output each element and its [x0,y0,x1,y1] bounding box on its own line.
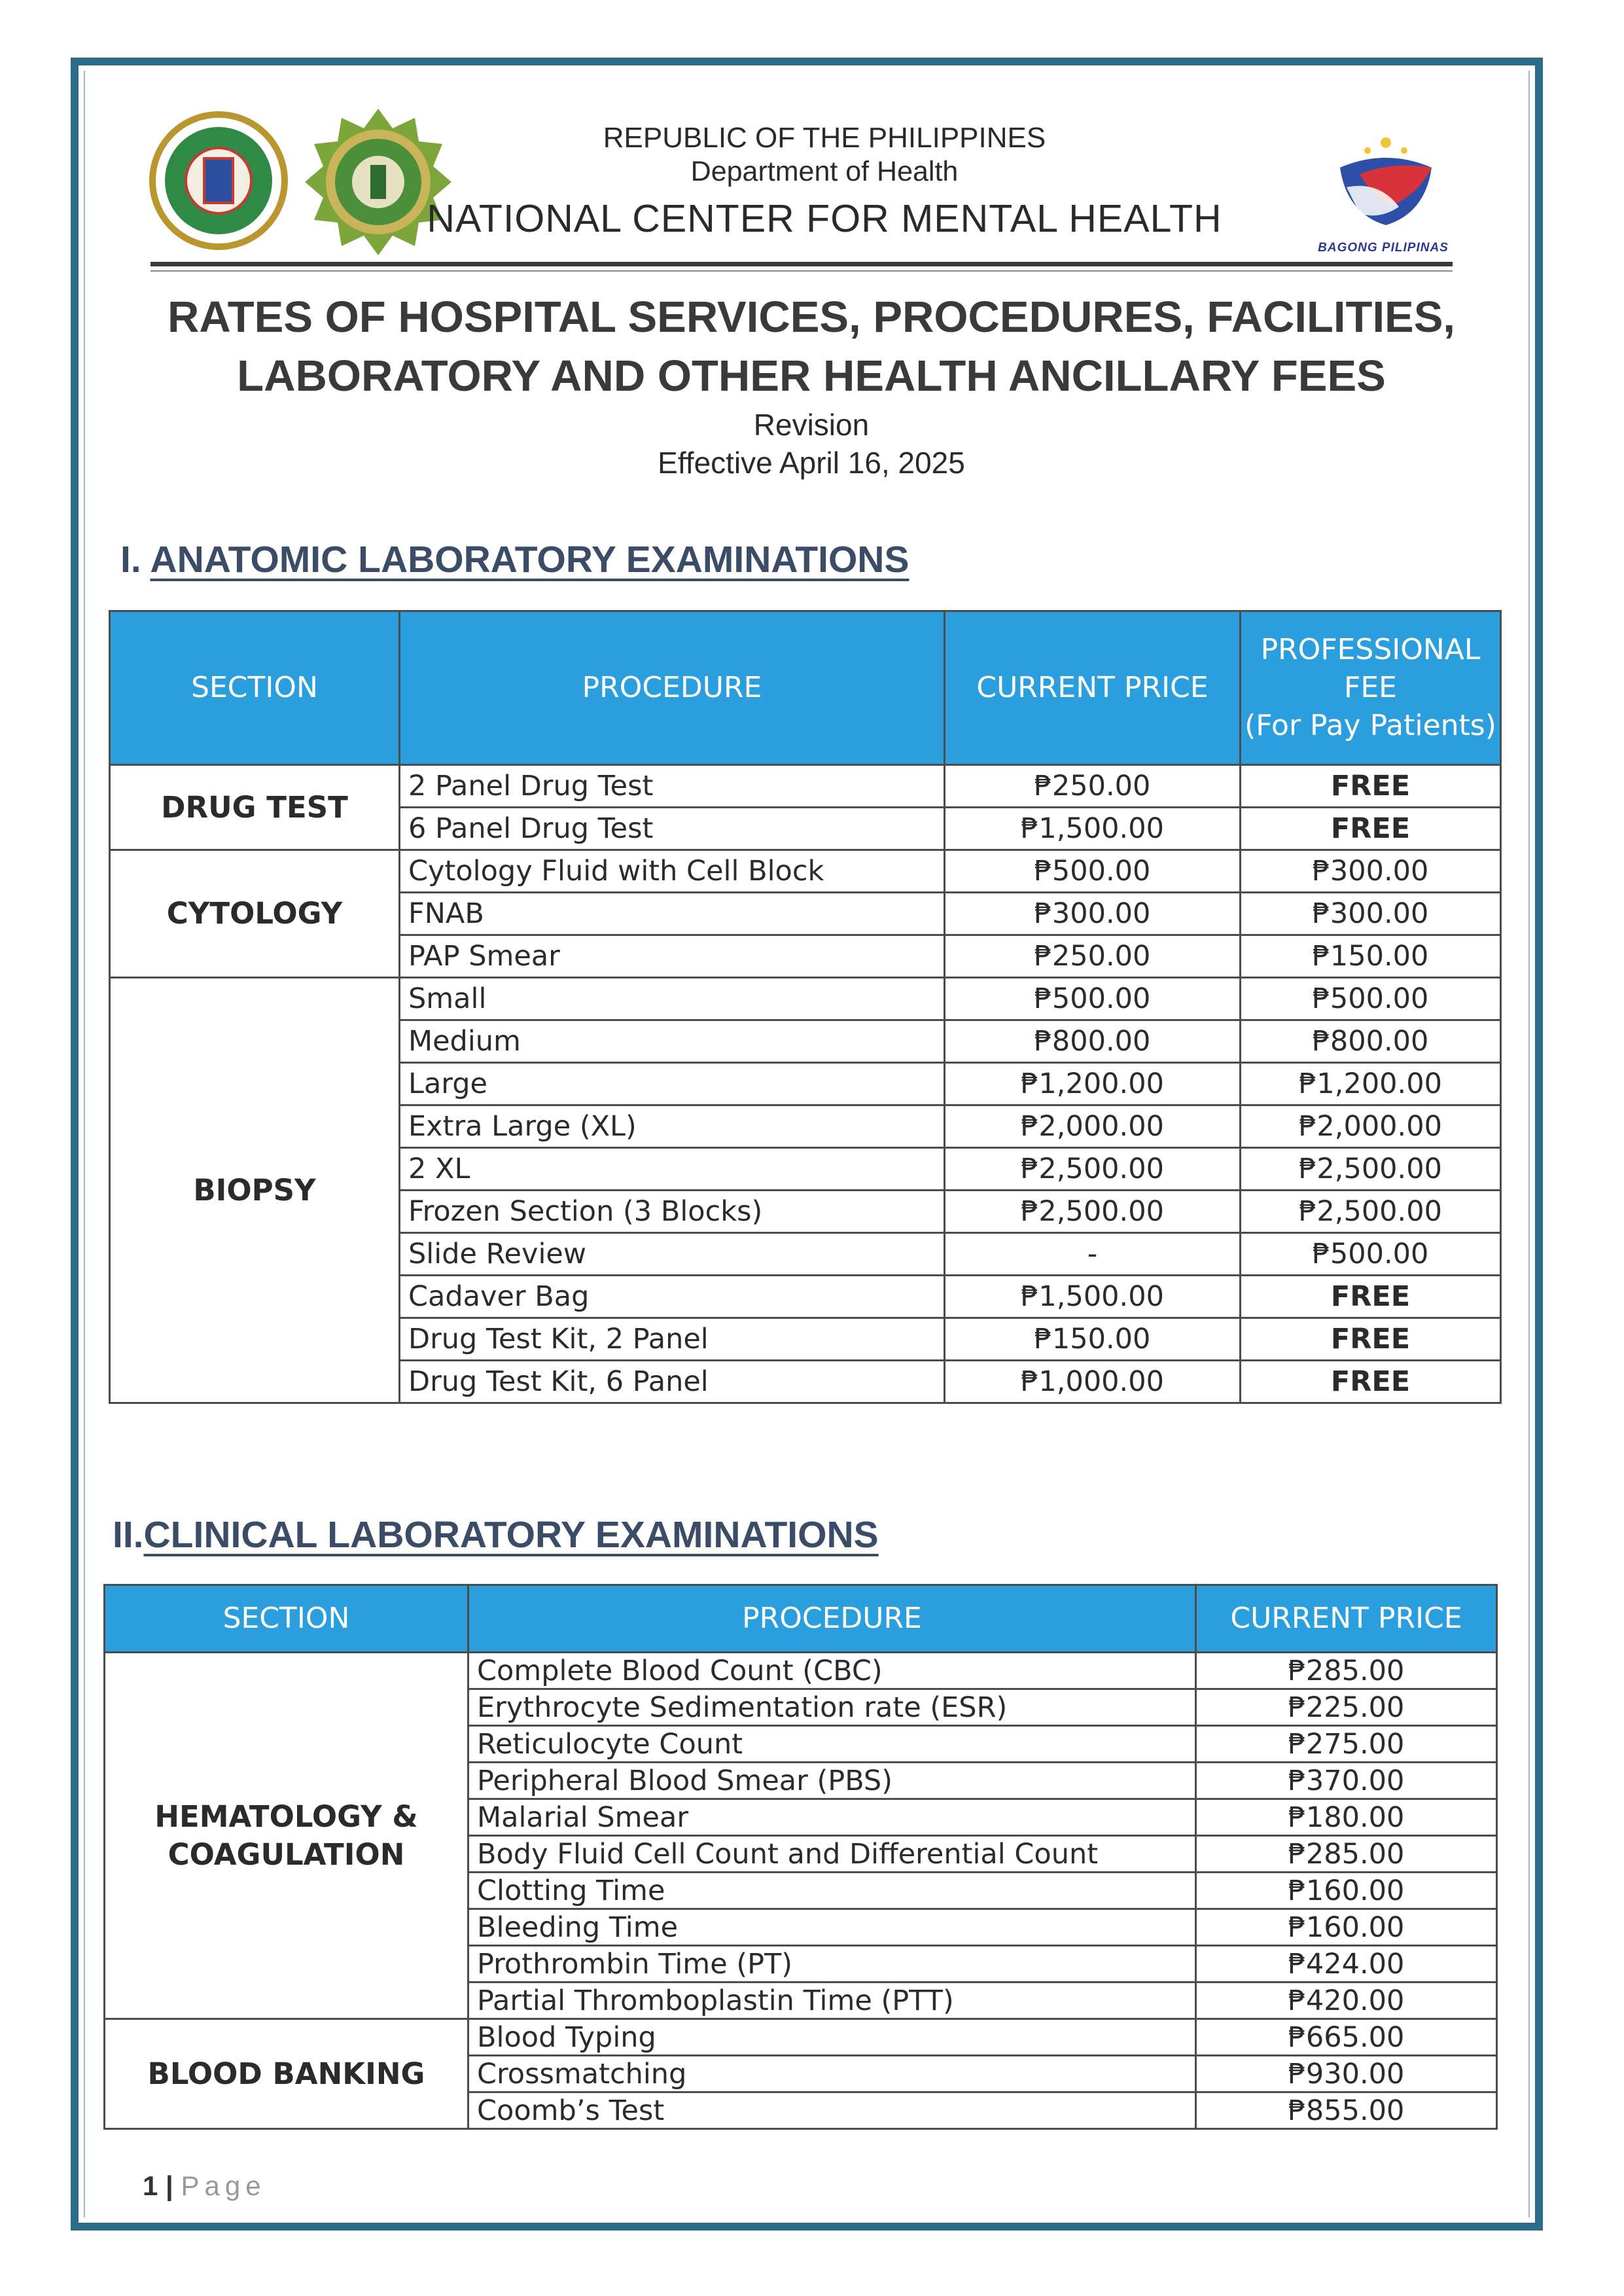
section-cell: DRUG TEST [110,765,400,850]
effective-date: Effective April 16, 2025 [658,446,965,480]
price-cell: ₱275.00 [1196,1726,1497,1763]
table-row [110,765,1501,808]
price-cell: ₱300.00 [945,893,1241,935]
fee-cell: ₱300.00 [1241,850,1501,893]
procedure-cell: Complete Blood Count (CBC) [468,1653,1196,1689]
anatomic-lab-table [109,610,1502,1404]
price-cell: ₱370.00 [1196,1763,1497,1799]
table-row [110,850,1501,893]
price-cell: ₱2,500.00 [945,1191,1241,1233]
page-label: Page [181,2170,266,2201]
doc-title-line2: LABORATORY AND OTHER HEALTH ANCILLARY FEES [237,351,1386,401]
section-1-heading: I. ANATOMIC LABORATORY EXAMINATIONS [120,539,909,581]
procedure-cell: PAP Smear [400,935,945,978]
header-republic: REPUBLIC OF THE PHILIPPINES [603,122,1046,154]
procedure-cell: Small [400,978,945,1020]
page-separator: | [166,2170,173,2201]
clinical-lab-table [103,1584,1498,2130]
header-rule-thin [150,270,1453,272]
section-cell: BIOPSY [110,978,400,1403]
price-cell: ₱285.00 [1196,1836,1497,1873]
price-cell: ₱665.00 [1196,2019,1497,2056]
procedure-cell: Medium [400,1020,945,1063]
price-cell: ₱180.00 [1196,1799,1497,1836]
price-cell: ₱420.00 [1196,1982,1497,2019]
col-header-procedure: PROCEDURE [400,611,945,765]
fee-cell: ₱2,000.00 [1241,1105,1501,1148]
fee-cell: ₱2,500.00 [1241,1191,1501,1233]
section-cell: HEMATOLOGY & COAGULATION [105,1653,468,2019]
procedure-cell: Bleeding Time [468,1909,1196,1946]
procedure-cell: Frozen Section (3 Blocks) [400,1191,945,1233]
price-cell: ₱160.00 [1196,1909,1497,1946]
price-cell: ₱1,200.00 [945,1063,1241,1105]
procedure-cell: 2 Panel Drug Test [400,765,945,808]
price-cell: ₱855.00 [1196,2092,1497,2129]
procedure-cell: Clotting Time [468,1873,1196,1909]
price-cell: ₱225.00 [1196,1689,1497,1726]
col-header-section: SECTION [105,1585,468,1653]
procedure-cell: Cadaver Bag [400,1276,945,1318]
fee-cell: ₱300.00 [1241,893,1501,935]
col-header-professional-fee: PROFESSIONAL FEE (For Pay Patients) [1241,611,1501,765]
procedure-cell: Drug Test Kit, 6 Panel [400,1361,945,1403]
fee-cell: FREE [1241,808,1501,850]
fee-cell: FREE [1241,1276,1501,1318]
price-cell: ₱800.00 [945,1020,1241,1063]
fee-cell: FREE [1241,1318,1501,1361]
page-footer [143,2170,266,2202]
price-cell: ₱500.00 [945,850,1241,893]
price-cell: ₱424.00 [1196,1946,1497,1982]
price-cell: ₱285.00 [1196,1653,1497,1689]
fee-cell: ₱1,200.00 [1241,1063,1501,1105]
header-agency: NATIONAL CENTER FOR MENTAL HEALTH [427,197,1222,240]
price-cell: ₱1,000.00 [945,1361,1241,1403]
procedure-cell: Large [400,1063,945,1105]
bagong-pilipinas-logo-icon [1320,128,1451,259]
table-row [110,978,1501,1020]
procedure-cell: Malarial Smear [468,1799,1196,1836]
fee-cell: ₱150.00 [1241,935,1501,978]
revision-label: Revision [753,408,870,442]
col-header-section: SECTION [110,611,400,765]
doc-title-line1: RATES OF HOSPITAL SERVICES, PROCEDURES, FACILITIES, [167,293,1456,342]
col-header-current-price: CURRENT PRICE [1196,1585,1497,1653]
col-header-current-price: CURRENT PRICE [945,611,1241,765]
procedure-cell: Drug Test Kit, 2 Panel [400,1318,945,1361]
procedure-cell: Erythrocyte Sedimentation rate (ESR) [468,1689,1196,1726]
fee-cell: FREE [1241,1361,1501,1403]
fee-cell: FREE [1241,765,1501,808]
procedure-cell: 2 XL [400,1148,945,1191]
price-cell: ₱250.00 [945,765,1241,808]
section-cell: CYTOLOGY [110,850,400,978]
procedure-cell: FNAB [400,893,945,935]
table-row [105,2019,1497,2056]
price-cell: ₱150.00 [945,1318,1241,1361]
procedure-cell: Extra Large (XL) [400,1105,945,1148]
price-cell: ₱250.00 [945,935,1241,978]
page-number: 1 [143,2170,158,2201]
col-header-procedure: PROCEDURE [468,1585,1196,1653]
price-cell: ₱930.00 [1196,2056,1497,2092]
procedure-cell: Partial Thromboplastin Time (PTT) [468,1982,1196,2019]
procedure-cell: Reticulocyte Count [468,1726,1196,1763]
header-rule [150,262,1453,266]
price-cell: ₱160.00 [1196,1873,1497,1909]
procedure-cell: 6 Panel Drug Test [400,808,945,850]
fee-cell: ₱2,500.00 [1241,1148,1501,1191]
fee-cell: ₱800.00 [1241,1020,1501,1063]
table-row [105,1653,1497,1689]
procedure-cell: Prothrombin Time (PT) [468,1946,1196,1982]
price-cell: ₱1,500.00 [945,808,1241,850]
procedure-cell: Cytology Fluid with Cell Block [400,850,945,893]
procedure-cell: Crossmatching [468,2056,1196,2092]
header-department: Department of Health [690,156,959,187]
section-cell: BLOOD BANKING [105,2019,468,2129]
price-cell: ₱500.00 [945,978,1241,1020]
fee-cell: ₱500.00 [1241,1233,1501,1276]
procedure-cell: Slide Review [400,1233,945,1276]
price-cell: ₱2,500.00 [945,1148,1241,1191]
procedure-cell: Coomb’s Test [468,2092,1196,2129]
bagong-pilipinas-text: BAGONG PILIPINAS [1318,241,1449,255]
procedure-cell: Peripheral Blood Smear (PBS) [468,1763,1196,1799]
procedure-cell: Body Fluid Cell Count and Differential Count [468,1836,1196,1873]
price-cell: ₱2,000.00 [945,1105,1241,1148]
doh-seal-icon [149,111,288,250]
procedure-cell: Blood Typing [468,2019,1196,2056]
price-cell: - [945,1233,1241,1276]
section-2-heading: II.CLINICAL LABORATORY EXAMINATIONS [113,1514,879,1556]
price-cell: ₱1,500.00 [945,1276,1241,1318]
fee-cell: ₱500.00 [1241,978,1501,1020]
